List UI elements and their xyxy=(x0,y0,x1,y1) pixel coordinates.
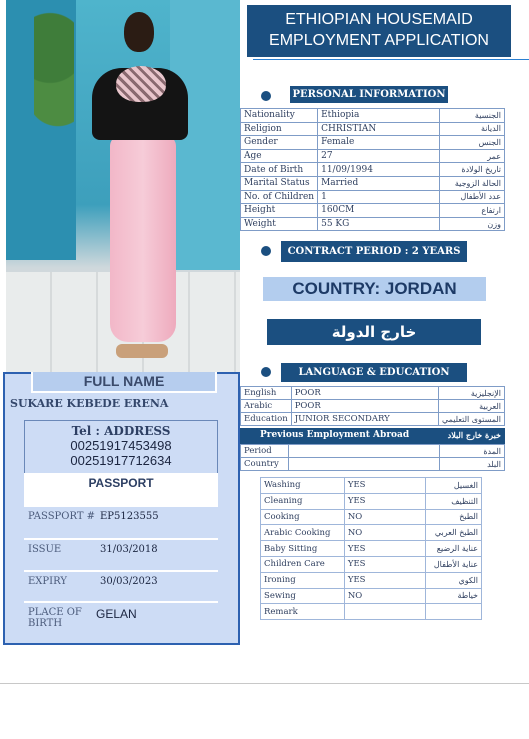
skill-row-value: NO xyxy=(344,525,425,541)
skill-row-value: NO xyxy=(344,588,425,604)
personal-info-row-label: Weight xyxy=(241,217,318,231)
skill-row-label: Baby Sitting xyxy=(261,541,345,557)
skill-row-value: YES xyxy=(344,556,425,572)
tel-address-label: Tel : ADDRESS xyxy=(71,424,171,438)
skill-row xyxy=(261,493,482,509)
photo-collar xyxy=(116,66,166,102)
personal-info-table xyxy=(240,108,505,231)
skill-row-value: YES xyxy=(344,478,425,494)
personal-info-row-arabic: عمر xyxy=(440,149,505,163)
previous-employment-row-arabic: المدة xyxy=(440,445,505,458)
personal-info-row-value: CHRISTIAN xyxy=(318,122,440,136)
form-title xyxy=(247,5,511,57)
personal-info-row-label: Nationality xyxy=(241,109,318,123)
passport-number-row xyxy=(24,507,218,538)
skill-row xyxy=(261,509,482,525)
full-name-label: FULL NAME xyxy=(31,372,217,393)
language-heading: LANGUAGE & EDUCATION xyxy=(281,363,467,382)
skill-row-label: Remark xyxy=(261,604,345,620)
personal-info-row-value: Married xyxy=(318,176,440,190)
personal-info-row xyxy=(241,163,505,177)
language-row-value: POOR xyxy=(291,387,438,400)
skill-row xyxy=(261,572,482,588)
skill-row xyxy=(261,604,482,620)
abroad-banner: خارج الدولة xyxy=(267,319,481,345)
skill-row-label: Cooking xyxy=(261,509,345,525)
skill-row-arabic: الطبخ xyxy=(426,509,482,525)
bullet-icon xyxy=(261,246,271,256)
skill-row-arabic: التنظيف xyxy=(426,493,482,509)
personal-info-row xyxy=(241,136,505,150)
passport-issue-row xyxy=(24,540,218,570)
personal-info-row-arabic: الحالة الزوجية xyxy=(440,176,505,190)
skill-row-label: Children Care xyxy=(261,556,345,572)
previous-employment-title: Previous Employment Abroad xyxy=(260,430,410,440)
personal-info-row xyxy=(241,217,505,231)
phone-number-1: 00251917453498 xyxy=(70,438,172,453)
passport-heading: PASSPORT xyxy=(24,473,218,507)
skill-row xyxy=(261,588,482,604)
skill-row xyxy=(261,525,482,541)
phone-number-2: 00251917712634 xyxy=(70,453,172,468)
personal-info-row-label: Date of Birth xyxy=(241,163,318,177)
previous-employment-table xyxy=(240,444,505,471)
skill-row-value xyxy=(344,604,425,620)
previous-employment-row xyxy=(241,445,505,458)
previous-employment-row-label: Period xyxy=(241,445,289,458)
personal-info-row-arabic: الجنس xyxy=(440,136,505,150)
personal-info-row xyxy=(241,149,505,163)
language-row-arabic: المستوى التعليمي xyxy=(438,413,504,426)
skill-row xyxy=(261,556,482,572)
previous-employment-row-arabic: البلد xyxy=(440,458,505,471)
place-of-birth-row xyxy=(24,603,218,639)
skill-row-arabic: عناية الرضيع xyxy=(426,541,482,557)
previous-employment-row-label: Country xyxy=(241,458,289,471)
skill-row-value: NO xyxy=(344,509,425,525)
personal-info-row-arabic: وزن xyxy=(440,217,505,231)
personal-info-row-arabic: تاريخ الولادة xyxy=(440,163,505,177)
skills-table xyxy=(260,477,482,620)
personal-info-row-value: Ethiopia xyxy=(318,109,440,123)
language-row-arabic: الإنجليزية xyxy=(438,387,504,400)
contract-period: CONTRACT PERIOD : 2 YEARS xyxy=(281,241,467,262)
personal-info-row-arabic: الجنسية xyxy=(440,109,505,123)
personal-info-row-value: 11/09/1994 xyxy=(318,163,440,177)
skill-row-label: Ironing xyxy=(261,572,345,588)
previous-employment-title-ar: خبرة خارج البلاد xyxy=(447,430,501,440)
photo-feet xyxy=(116,344,168,358)
language-table xyxy=(240,386,505,426)
language-row xyxy=(241,387,505,400)
personal-info-row-arabic: عدد الأطفال xyxy=(440,190,505,204)
language-row-label: Education xyxy=(241,413,292,426)
skill-row-arabic: الغسيل xyxy=(426,478,482,494)
previous-employment-row-value xyxy=(288,458,439,471)
language-row xyxy=(241,400,505,413)
photo-plant xyxy=(34,0,74,160)
skill-row-value: YES xyxy=(344,541,425,557)
personal-info-row-arabic: ارتفاع xyxy=(440,204,505,218)
skill-row-label: Washing xyxy=(261,478,345,494)
place-of-birth-label-line1: PLACE OF xyxy=(28,607,82,618)
skill-row xyxy=(261,541,482,557)
language-row-label: English xyxy=(241,387,292,400)
passport-number-value: EP5123555 xyxy=(100,511,159,522)
previous-employment-row xyxy=(241,458,505,471)
issue-label: ISSUE xyxy=(28,544,62,555)
bullet-icon xyxy=(261,91,271,101)
tel-address-box xyxy=(24,420,218,475)
destination-country: COUNTRY: JORDAN xyxy=(263,277,486,301)
issue-value: 31/03/2018 xyxy=(100,544,158,555)
applicant-photo xyxy=(6,0,240,372)
personal-info-row-value: 1 xyxy=(318,190,440,204)
language-row-label: Arabic xyxy=(241,400,292,413)
personal-info-row xyxy=(241,190,505,204)
personal-info-row xyxy=(241,122,505,136)
place-of-birth-label xyxy=(28,607,82,629)
photo-head xyxy=(124,12,154,52)
personal-info-row xyxy=(241,176,505,190)
expiry-value: 30/03/2023 xyxy=(100,576,158,587)
personal-info-row-label: Height xyxy=(241,204,318,218)
place-of-birth-value: GELAN xyxy=(96,607,137,621)
personal-info-row xyxy=(241,204,505,218)
personal-info-row-label: No. of Children xyxy=(241,190,318,204)
skill-row-arabic xyxy=(426,604,482,620)
previous-employment-heading xyxy=(240,428,505,444)
expiry-label: EXPIRY xyxy=(28,576,67,587)
previous-employment-row-value xyxy=(288,445,439,458)
bullet-icon xyxy=(261,367,271,377)
personal-info-row xyxy=(241,109,505,123)
skill-row-arabic: عناية الأطفال xyxy=(426,556,482,572)
skill-row-label: Arabic Cooking xyxy=(261,525,345,541)
skill-row-value: YES xyxy=(344,493,425,509)
personal-info-row-value: 160CM xyxy=(318,204,440,218)
skill-row-label: Cleaning xyxy=(261,493,345,509)
personal-info-row-value: 55 KG xyxy=(318,217,440,231)
full-name-value: SUKARE KEBEDE ERENA xyxy=(10,397,169,410)
skill-row-arabic: خياطة xyxy=(426,588,482,604)
skill-row-arabic: الطبخ العربي xyxy=(426,525,482,541)
form-title-line2: EMPLOYMENT APPLICATION xyxy=(269,32,489,49)
personal-info-row-value: Female xyxy=(318,136,440,150)
personal-info-row-label: Religion xyxy=(241,122,318,136)
personal-info-row-label: Marital Status xyxy=(241,176,318,190)
personal-info-row-label: Age xyxy=(241,149,318,163)
personal-info-row-label: Gender xyxy=(241,136,318,150)
skill-row-arabic: الكوي xyxy=(426,572,482,588)
skill-row-value: YES xyxy=(344,572,425,588)
photo-skirt xyxy=(110,136,176,342)
personal-info-row-value: 27 xyxy=(318,149,440,163)
language-row xyxy=(241,413,505,426)
language-row-value: POOR xyxy=(291,400,438,413)
place-of-birth-label-line2: BIRTH xyxy=(28,618,63,629)
header-rule xyxy=(253,59,529,60)
personal-info-heading: PERSONAL INFORMATION xyxy=(290,86,448,103)
page-rule xyxy=(0,683,529,684)
language-row-value: JUNIOR SECONDARY xyxy=(291,413,438,426)
form-title-line1: ETHIOPIAN HOUSEMAID xyxy=(285,11,473,28)
passport-expiry-row xyxy=(24,572,218,601)
skill-row-label: Sewing xyxy=(261,588,345,604)
skill-row xyxy=(261,478,482,494)
passport-number-label: PASSPORT # xyxy=(28,511,96,522)
language-row-arabic: العربية xyxy=(438,400,504,413)
personal-info-row-arabic: الديانة xyxy=(440,122,505,136)
